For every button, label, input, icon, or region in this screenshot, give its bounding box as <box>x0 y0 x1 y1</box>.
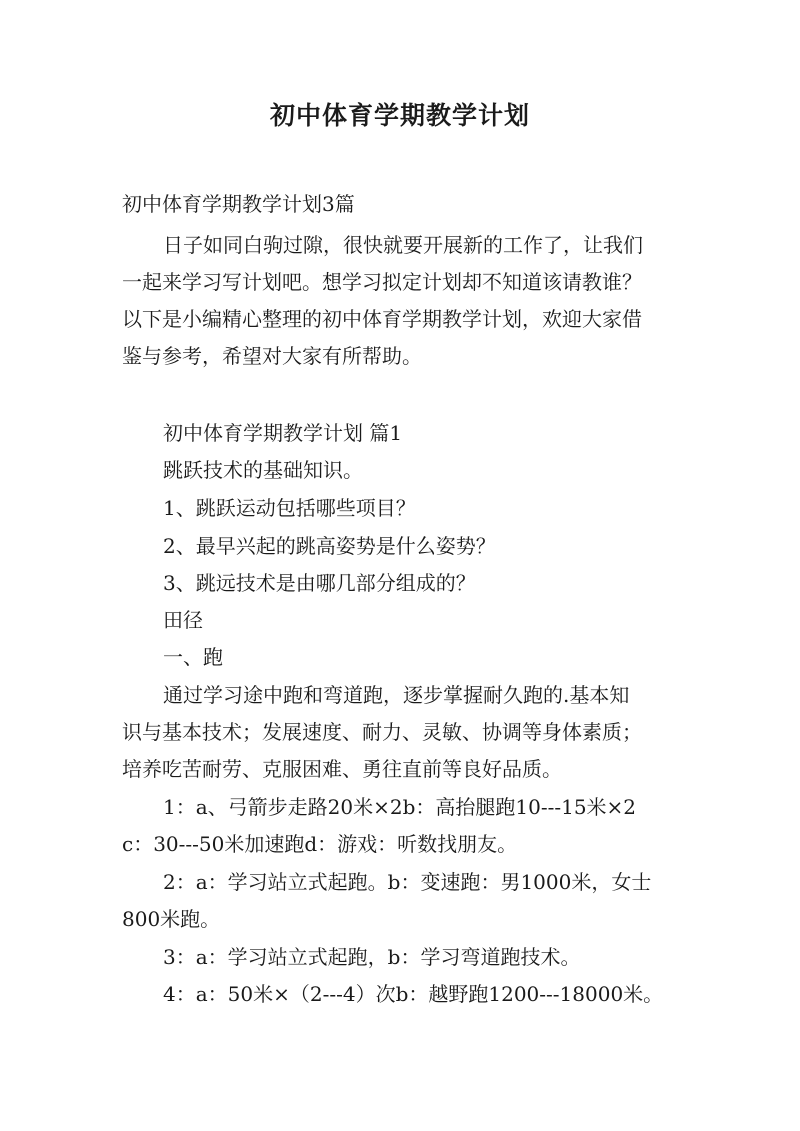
plan-item-line: c：30---50米加速跑d：游戏：听数找朋友。 <box>122 832 518 856</box>
document-title: 初中体育学期教学计划 <box>269 101 530 130</box>
question-line: 1、跳跃运动包括哪些项目？ <box>163 496 416 520</box>
run-paragraph-line: 通过学习途中跑和弯道跑，逐步掌握耐久跑的.基本知 <box>163 683 630 707</box>
run-paragraph-line: 培养吃苦耐劳、克服困难、勇往直前等良好品质。 <box>122 757 562 781</box>
sub-heading: 一、跑 <box>163 645 223 669</box>
plan-item-line: 3：a：学习站立式起跑，b：学习弯道跑技术。 <box>163 945 581 969</box>
plan-item-line: 2：a：学习站立式起跑。b：变速跑：男1000米，女士 <box>163 870 652 894</box>
plan-item-line: 800米跑。 <box>122 907 221 931</box>
body-line: 跳跃技术的基础知识。 <box>163 458 363 482</box>
intro-line: 日子如同白驹过隙，很快就要开展新的工作了，让我们 <box>163 233 643 257</box>
intro-line: 鉴与参考，希望对大家有所帮助。 <box>122 344 422 368</box>
question-line: 3、跳远技术是由哪几部分组成的？ <box>163 571 476 595</box>
plan-item-line: 1：a、弓箭步走路20米×2b：高抬腿跑10---15米×2 <box>163 795 637 819</box>
intro-line: 以下是小编精心整理的初中体育学期教学计划，欢迎大家借 <box>122 307 642 331</box>
section-heading: 初中体育学期教学计划 篇1 <box>163 421 403 445</box>
question-line: 2、最早兴起的跳高姿势是什么姿势？ <box>163 534 496 558</box>
document-subtitle: 初中体育学期教学计划3篇 <box>122 192 355 216</box>
category-heading: 田径 <box>163 608 203 632</box>
run-paragraph-line: 识与基本技术；发展速度、耐力、灵敏、协调等身体素质； <box>122 720 642 744</box>
plan-item-line: 4：a：50米×（2---4）次b：越野跑1200---18000米。 <box>163 982 664 1006</box>
intro-line: 一起来学习写计划吧。想学习拟定计划却不知道该请教谁？ <box>122 270 642 294</box>
